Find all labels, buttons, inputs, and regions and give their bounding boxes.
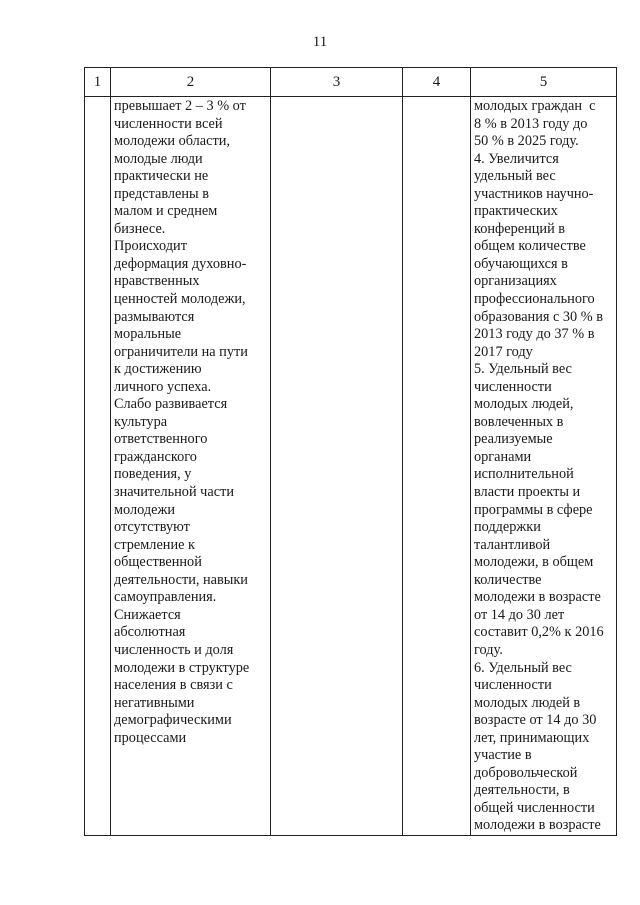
column-header-5: 5 [471, 68, 617, 97]
cell-column-5 [471, 97, 617, 836]
page-number: 11 [312, 34, 328, 50]
column-header-1: 1 [85, 68, 111, 97]
cell-column-3 [271, 97, 403, 836]
expected-results-text: молодых граждан с 8 % в 2013 году до 50 % в 2025 году. 4. Увеличится удельный вес участников научно- практических конференций в общем количестве обучающихся в организациях профессионального образования с 30 % в 2013 году до 37 % в 2017 году 5. Удельный вес численности молодых людей, вовлеченных в реализуемые органами исполнительной власти проекты и программы в сфере поддержки талантливой молодежи, в общем количестве молодежи в возрасте от 14 до 30 лет составит 0,2% к 2016 году. 6. Удельный вес численности молодых людей в возрасте от 14 до 30 лет, принимающих участие в добровольческой деятельности, в общей численности молодежи в возрасте [474, 98, 604, 834]
table-row [85, 97, 617, 836]
header-row [85, 68, 617, 97]
document-table [84, 67, 617, 836]
problem-description-text: превышает 2 – 3 % от численности всей молодежи области, молодые люди практически не представлены в малом и среднем бизнесе. Происходит деформация духовно- нравственных ценностей молодежи, размываются моральные ограничители на пути к достижению личного успеха. Слабо развивается культура ответственного гражданского поведения, у значительной части молодежи отсутствуют стремление к общественной деятельности, навыки самоуправления. Снижается абсолютная численность и доля молодежи в структуре населения в связи с негативными демографическими процессами [114, 98, 250, 746]
cell-column-2 [111, 97, 271, 836]
column-header-4: 4 [403, 68, 471, 97]
cell-column-1 [85, 97, 111, 836]
column-header-3: 3 [271, 68, 403, 97]
cell-column-4 [403, 97, 471, 836]
column-header-2: 2 [111, 68, 271, 97]
